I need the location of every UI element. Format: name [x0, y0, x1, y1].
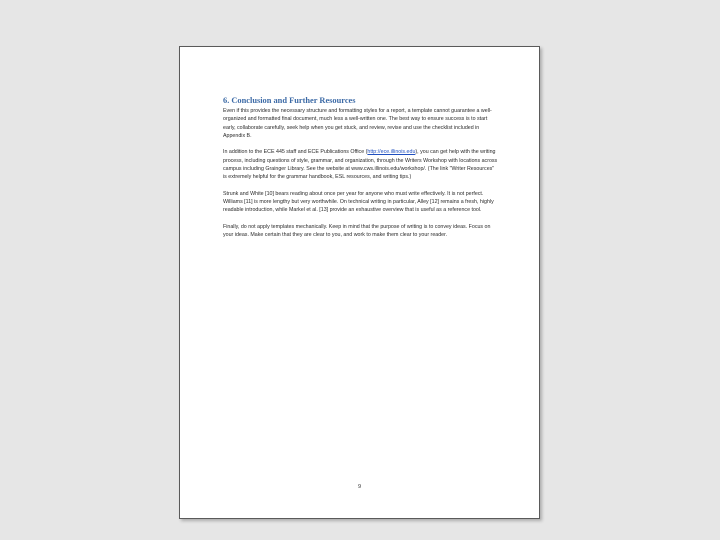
page-number: 9	[357, 484, 362, 490]
paragraph-2-text-start: In addition to the ECE 445 staff and ECE Publications Office (	[223, 149, 368, 156]
document-page	[179, 46, 540, 519]
paragraph-1-text: Even if this provides the necessary structure and formatting styles for a report, a template cannot guarantee a well-organized and formatted final document, much less a well-written one. The best way to ensure success is to start early, collaborate carefully, seek help when you get stuck, and review, revise and use the checklist included in Appendix B.	[223, 108, 492, 140]
paragraph-1	[223, 107, 499, 140]
paragraph-4	[223, 223, 499, 240]
section-heading: 6. Conclusion and Further Resources	[223, 96, 356, 105]
ece-website-link[interactable]: http://ece.illinois.edu	[367, 149, 416, 156]
paragraph-4-text: Finally, do not apply templates mechanically. Keep in mind that the purpose of writing is to convey ideas. Focus on your ideas. Make certain that they are clear to you, and work to make them clear to your reader.	[223, 223, 491, 239]
page-content	[223, 96, 499, 247]
paragraph-2	[223, 148, 499, 181]
paragraph-3-text: Strunk and White [10] bears reading about once per year for anyone who must write effectively. It is not perfect. Williams [11] is more lengthy but very worthwhile. On technical writing in particular, Alley [12] remains a fresh, highly readable introduction, while Markel et al. [13] provide an exhaustive overview that is useful as a reference tool.	[223, 190, 494, 214]
paragraph-3	[223, 190, 499, 215]
paragraph-2-text-end: ), you can get help with the writing process, including questions of style, grammar, and organization, through the Writers Workshop with locations across campus including Grainger Library. See the website at www.cws.illinois.edu/workshop/. (The link "Writer Resources" is extremely helpful for the grammar handbook, ESL resources, and writing tips.)	[223, 149, 498, 181]
